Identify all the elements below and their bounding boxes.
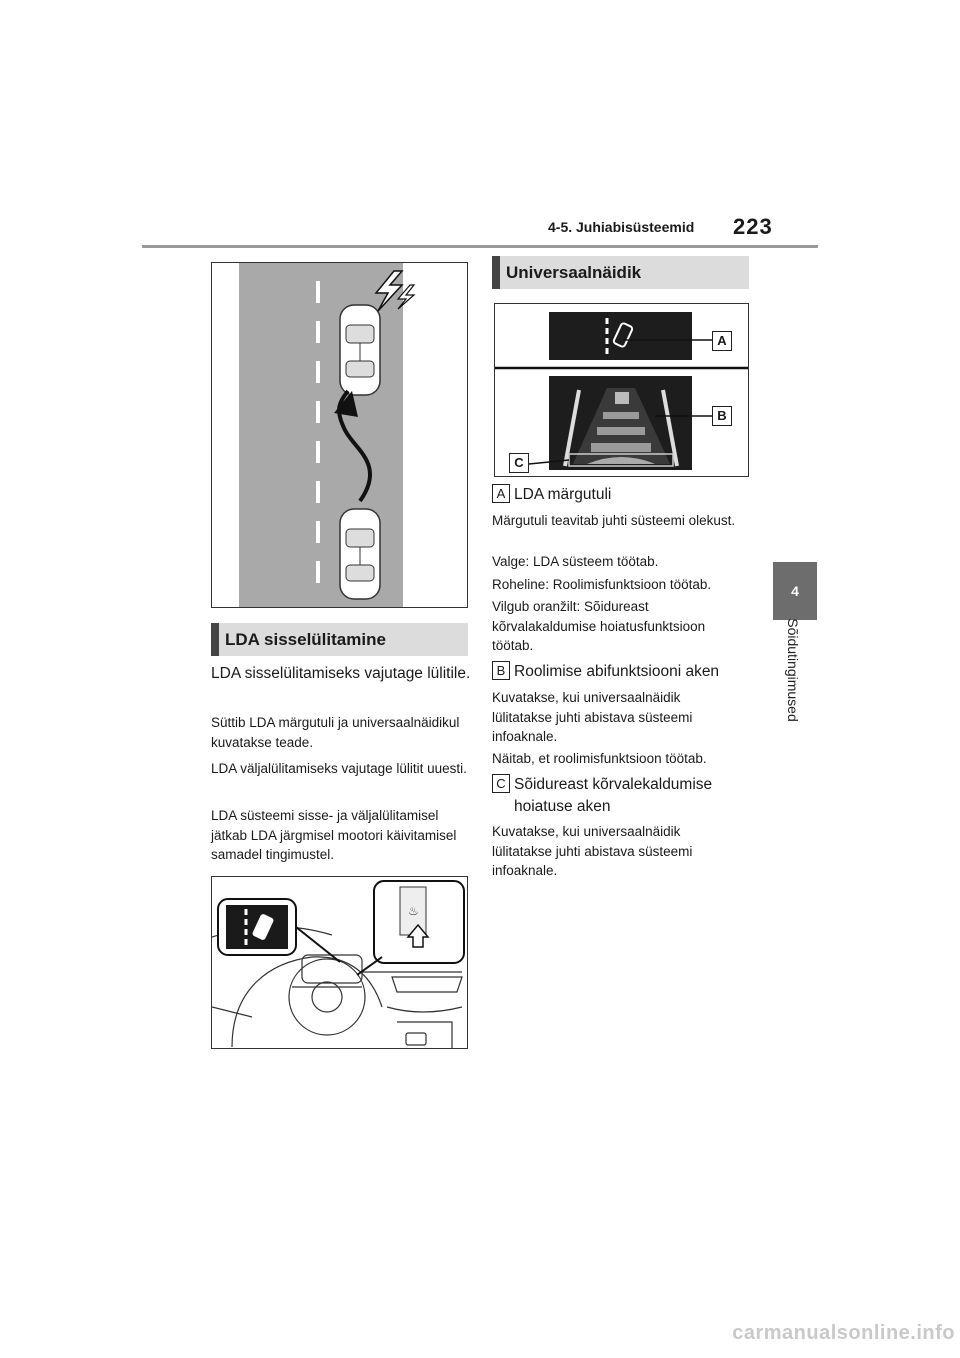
car-bottom-icon	[340, 509, 380, 599]
indicator-callout	[218, 899, 340, 962]
item-b-title: Roolimise abifunktsiooni aken	[514, 663, 720, 680]
lda-on-heading: LDA sisselülitamine	[211, 623, 468, 656]
section-title: 4-5. Juhiabisüsteemid	[548, 219, 695, 235]
item-a-heading	[492, 484, 752, 506]
item-a-letter: A	[492, 484, 510, 503]
item-a-text-3: Roheline: Roolimisfunktsioon töötab.	[492, 577, 712, 592]
lda-on-text-2: LDA väljalülitamiseks vajutage lülitit uuesti.	[211, 761, 467, 776]
item-b-letter: B	[492, 661, 510, 680]
callout-b: B	[712, 406, 732, 426]
item-a-title: LDA märgutuli	[514, 486, 612, 503]
callout-c: C	[509, 453, 529, 473]
item-b-heading	[492, 661, 752, 683]
multi-display-figure	[494, 303, 749, 477]
svg-text:♨: ♨	[408, 904, 419, 918]
item-a-text-2: Valge: LDA süsteem töötab.	[492, 554, 659, 569]
page-number: 223	[733, 214, 773, 239]
chapter-tab: 4	[773, 562, 817, 620]
dashboard-figure	[211, 876, 468, 1049]
display-heading: Universaalnäidik	[492, 256, 749, 289]
lda-on-text-3: LDA süsteemi sisse- ja väljalülitamisel jätkab LDA järgmisel mootori käivitamisel samadel tingimustel.	[211, 808, 457, 862]
item-a-text-4: Vilgub oranžilt: Sõidureast kõrvalakaldumise hoiatusfunktsioon töötab.	[492, 599, 706, 653]
header-divider	[142, 245, 818, 248]
item-c-text-1: Kuvatakse, kui universaalnäidik lülitatakse juhti abistava süsteemi infoaknale.	[492, 824, 693, 878]
item-b-text-2: Näitab, et roolimisfunktsioon töötab.	[492, 751, 707, 766]
switch-callout	[357, 881, 464, 975]
callout-a: A	[712, 331, 732, 351]
item-c-heading	[492, 774, 764, 818]
item-c-title: Sõidureast kõrvalekaldumise hoiatuse aken	[514, 776, 713, 815]
car-top-icon	[340, 305, 380, 395]
lda-on-text-1: Süttib LDA märgutuli ja universaalnäidikul kuvatakse teade.	[211, 715, 460, 750]
item-a-text-1: Märgutuli teavitab juhti süsteemi olekust.	[492, 513, 736, 528]
item-c-letter: C	[492, 774, 510, 793]
item-b-text-1: Kuvatakse, kui universaalnäidik lülitatakse juhti abistava süsteemi infoaknale.	[492, 690, 693, 744]
lda-on-lead: LDA sisselülitamiseks vajutage lülitile.	[211, 665, 471, 682]
chapter-label-text: Sõidutingimused	[784, 618, 801, 722]
watermark: carmanualsonline.info	[732, 1322, 955, 1344]
lane-departure-figure	[211, 262, 468, 608]
